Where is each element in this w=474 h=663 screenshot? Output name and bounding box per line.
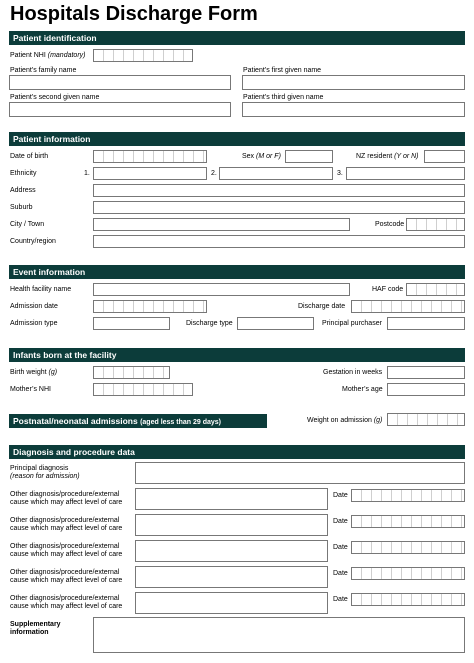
other-diagnosis-2-label: Other diagnosis/procedure/external cause which may affect level of care	[10, 517, 123, 532]
third-name-label: Patient’s third given name	[243, 94, 324, 101]
date-5-label: Date	[333, 596, 348, 603]
date-4-label: Date	[333, 570, 348, 577]
section-header-patient-information: Patient information	[9, 132, 465, 146]
birth-weight-field[interactable]	[93, 366, 170, 379]
gestation-field[interactable]	[387, 366, 465, 379]
admission-date-label: Admission date	[10, 303, 58, 310]
second-name-label: Patient’s second given name	[10, 94, 100, 101]
admission-type-field[interactable]	[93, 317, 170, 330]
other-diagnosis-4-field[interactable]	[135, 566, 328, 588]
first-name-field[interactable]	[242, 75, 465, 90]
sex-field[interactable]	[285, 150, 333, 163]
ethnicity-2-field[interactable]	[219, 167, 333, 180]
address-field[interactable]	[93, 184, 465, 197]
date-5-field[interactable]	[351, 593, 465, 606]
family-name-field[interactable]	[9, 75, 231, 90]
section-header-diagnosis: Diagnosis and procedure data	[9, 445, 465, 459]
weight-on-admission-field[interactable]	[387, 413, 465, 426]
admission-date-field[interactable]	[93, 300, 207, 313]
date-1-label: Date	[333, 492, 348, 499]
discharge-date-field[interactable]	[351, 300, 465, 313]
discharge-type-label: Discharge type	[186, 320, 233, 327]
date-1-field[interactable]	[351, 489, 465, 502]
date-4-field[interactable]	[351, 567, 465, 580]
discharge-type-field[interactable]	[237, 317, 314, 330]
nz-resident-field[interactable]	[424, 150, 465, 163]
nz-resident-label: NZ resident (Y or N)	[356, 153, 419, 160]
ethnicity-1-field[interactable]	[93, 167, 207, 180]
gestation-label: Gestation in weeks	[323, 369, 383, 376]
mothers-nhi-field[interactable]	[93, 383, 193, 396]
suburb-label: Suburb	[10, 204, 33, 211]
second-name-field[interactable]	[9, 102, 231, 117]
ethnicity-2-label: 2.	[211, 170, 217, 177]
ethnicity-label: Ethnicity	[10, 170, 37, 177]
ethnicity-1-label: 1.	[84, 170, 90, 177]
weight-on-admission-label: Weight on admission (g)	[307, 417, 383, 424]
family-name-label: Patient’s family name	[10, 67, 77, 74]
principal-purchaser-field[interactable]	[387, 317, 465, 330]
section-header-postnatal: Postnatal/neonatal admissions (aged less than 29 days)	[9, 414, 267, 428]
dob-label: Date of birth	[10, 153, 49, 160]
supplementary-field[interactable]	[93, 617, 465, 653]
other-diagnosis-4-label: Other diagnosis/procedure/external cause which may affect level of care	[10, 569, 123, 584]
other-diagnosis-3-label: Other diagnosis/procedure/external cause which may affect level of care	[10, 543, 123, 558]
sex-label: Sex (M or F)	[242, 153, 281, 160]
birth-weight-label: Birth weight (g)	[10, 369, 58, 376]
health-facility-field[interactable]	[93, 283, 350, 296]
nhi-field[interactable]	[93, 49, 193, 62]
supplementary-label: Supplementary information	[10, 621, 61, 636]
date-3-label: Date	[333, 544, 348, 551]
address-label: Address	[10, 187, 36, 194]
third-name-field[interactable]	[242, 102, 465, 117]
city-field[interactable]	[93, 218, 350, 231]
other-diagnosis-2-field[interactable]	[135, 514, 328, 536]
other-diagnosis-1-field[interactable]	[135, 488, 328, 510]
section-header-event-information: Event information	[9, 265, 465, 279]
admission-type-label: Admission type	[10, 320, 58, 327]
suburb-field[interactable]	[93, 201, 465, 214]
haf-code-field[interactable]	[406, 283, 465, 296]
section-header-infants: Infants born at the facility	[9, 348, 465, 362]
other-diagnosis-1-label: Other diagnosis/procedure/external cause which may affect level of care	[10, 491, 123, 506]
other-diagnosis-3-field[interactable]	[135, 540, 328, 562]
country-label: Country/region	[10, 238, 56, 245]
mothers-age-label: Mother’s age	[342, 386, 383, 393]
date-3-field[interactable]	[351, 541, 465, 554]
ethnicity-3-field[interactable]	[346, 167, 465, 180]
date-2-label: Date	[333, 518, 348, 525]
principal-diagnosis-field[interactable]	[135, 462, 465, 484]
postcode-field[interactable]	[406, 218, 465, 231]
ethnicity-3-label: 3.	[337, 170, 343, 177]
page-title: Hospitals Discharge Form	[10, 3, 258, 25]
mothers-age-field[interactable]	[387, 383, 465, 396]
haf-code-label: HAF code	[372, 286, 404, 293]
section-header-patient-identification: Patient identification	[9, 31, 465, 45]
dob-field[interactable]	[93, 150, 207, 163]
date-2-field[interactable]	[351, 515, 465, 528]
postcode-label: Postcode	[375, 221, 405, 228]
first-name-label: Patient’s first given name	[243, 67, 322, 74]
mothers-nhi-label: Mother’s NHI	[10, 386, 51, 393]
city-label: City / Town	[10, 221, 45, 228]
discharge-date-label: Discharge date	[298, 303, 346, 310]
health-facility-label: Health facility name	[10, 286, 72, 293]
nhi-label: Patient NHI (mandatory)	[10, 52, 86, 59]
principal-diagnosis-label: Principal diagnosis (reason for admission)	[10, 465, 80, 480]
country-field[interactable]	[93, 235, 465, 248]
other-diagnosis-5-label: Other diagnosis/procedure/external cause which may affect level of care	[10, 595, 123, 610]
other-diagnosis-5-field[interactable]	[135, 592, 328, 614]
principal-purchaser-label: Principal purchaser	[322, 320, 382, 327]
